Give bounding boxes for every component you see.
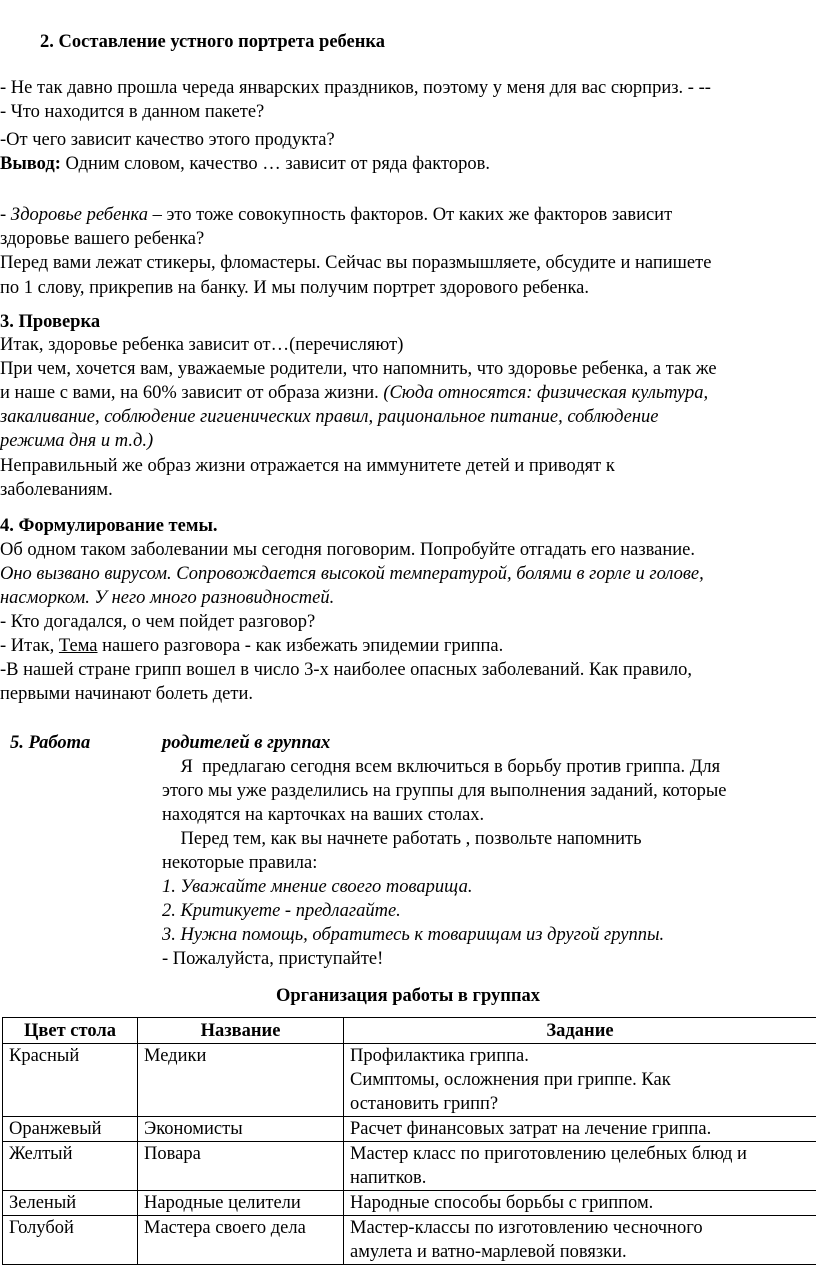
cell-name: Экономисты [138, 1117, 344, 1142]
cell-name: Народные целители [138, 1191, 344, 1216]
paragraph-line: здоровье вашего ребенка? [0, 229, 205, 249]
paragraph-line: Итак, здоровье ребенка зависит от…(перечисляют) [0, 335, 404, 355]
topic-underlined: Тема [58, 636, 98, 656]
header-color: Цвет стола [3, 1018, 138, 1044]
cell-name: Медики [138, 1044, 344, 1117]
conclusion-line: Вывод: Одним словом, качество … зависит от ряда факторов. [0, 154, 490, 174]
section-3-heading: 3. Проверка [0, 312, 101, 332]
table-header-row [3, 1018, 816, 1044]
section-5-heading-cont: родителей в группах [162, 733, 331, 753]
paragraph-line: закаливание, соблюдение гигиенических правил, рациональное питание, соблюдение [0, 407, 659, 427]
header-task: Задание [344, 1018, 816, 1044]
table-title: Организация работы в группах [275, 986, 541, 1006]
paragraph-line: находятся на карточках на ваших столах. [162, 805, 485, 825]
paragraph-line: заболеваниям. [0, 480, 113, 500]
cell-task: Мастер класс по приготовлению целебных блюд и напитков. [344, 1142, 816, 1191]
paragraph-line: -От чего зависит качество этого продукта? [0, 130, 335, 150]
paragraph-line: Перед вами лежат стикеры, фломастеры. Сейчас вы поразмышляете, обсудите и напишете [0, 253, 712, 273]
paragraph-line: - Здоровье ребенка – это тоже совокупность факторов. От каких же факторов зависит [0, 205, 673, 225]
paragraph-line: и наше с вами, на 60% зависит от образа жизни. (Сюда относятся: физическая культура, [0, 383, 709, 403]
paragraph-line: Я предлагаю сегодня всем включиться в борьбу против гриппа. Для [162, 757, 721, 777]
rule-item: 2. Критикуете - предлагайте. [162, 901, 401, 921]
paragraph-line: Об одном таком заболевании мы сегодня поговорим. Попробуйте отгадать его название. [0, 540, 696, 560]
paragraph-line: При чем, хочется вам, уважаемые родители, что напомнить, что здоровье ребенка, а так же [0, 359, 717, 379]
cell-name: Повара [138, 1142, 344, 1191]
cell-task: Народные способы борьбы с гриппом. [344, 1191, 816, 1216]
table-row [3, 1216, 816, 1265]
cell-color: Зеленый [3, 1191, 138, 1216]
table-row [3, 1191, 816, 1216]
paragraph-line: некоторые правила: [162, 853, 318, 873]
paragraph-line: по 1 слову, прикрепив на банку. И мы получим портрет здорового ребенка. [0, 278, 589, 298]
table-row [3, 1142, 816, 1191]
paragraph-line: - Не так давно прошла череда январских праздников, поэтому у меня для вас сюрприз. - -- [0, 78, 711, 98]
paragraph-line: -В нашей стране грипп вошел в число 3-х наиболее опасных заболеваний. Как правило, [0, 660, 692, 680]
paragraph-line: - Кто догадался, о чем пойдет разговор? [0, 612, 316, 632]
paragraph-line: - Пожалуйста, приступайте! [162, 949, 384, 969]
rule-item: 1. Уважайте мнение своего товарища. [162, 877, 473, 897]
header-name: Название [138, 1018, 344, 1044]
paragraph-line: - Что находится в данном пакете? [0, 102, 265, 122]
cell-color: Красный [3, 1044, 138, 1117]
paragraph-line: Перед тем, как вы начнете работать , позвольте напомнить [162, 829, 642, 849]
cell-name: Мастера своего дела [138, 1216, 344, 1265]
rule-item: 3. Нужна помощь, обратитесь к товарищам из другой группы. [162, 925, 665, 945]
paragraph-line: Оно вызвано вирусом. Сопровождается высокой температурой, болями в горле и голове, [0, 564, 704, 584]
cell-task: Профилактика гриппа. Симптомы, осложнения при гриппе. Как остановить грипп? [344, 1044, 816, 1117]
section-2-heading: 2. Составление устного портрета ребенка [40, 32, 386, 52]
section-5-heading: 5. Работа [10, 733, 91, 753]
paragraph-line: первыми начинают болеть дети. [0, 684, 253, 704]
paragraph-line: режима дня и т.д.) [0, 431, 154, 451]
cell-task: Мастер-классы по изготовлению чесночного амулета и ватно-марлевой повязки. [344, 1216, 816, 1265]
cell-color: Оранжевый [3, 1117, 138, 1142]
groups-table [2, 1017, 816, 1265]
paragraph-line: Неправильный же образ жизни отражается на иммунитете детей и приводят к [0, 456, 615, 476]
paragraph-line: этого мы уже разделились на группы для выполнения заданий, которые [162, 781, 727, 801]
paragraph-line: - Итак, Тема нашего разговора - как избежать эпидемии гриппа. [0, 636, 504, 656]
table-row [3, 1044, 816, 1117]
paragraph-line: насморком. У него много разновидностей. [0, 588, 335, 608]
conclusion-label: Вывод: [0, 154, 61, 174]
cell-task: Расчет финансовых затрат на лечение гриппа. [344, 1117, 816, 1142]
table-row [3, 1117, 816, 1142]
cell-color: Голубой [3, 1216, 138, 1265]
section-4-heading: 4. Формулирование темы. [0, 516, 218, 536]
cell-color: Желтый [3, 1142, 138, 1191]
